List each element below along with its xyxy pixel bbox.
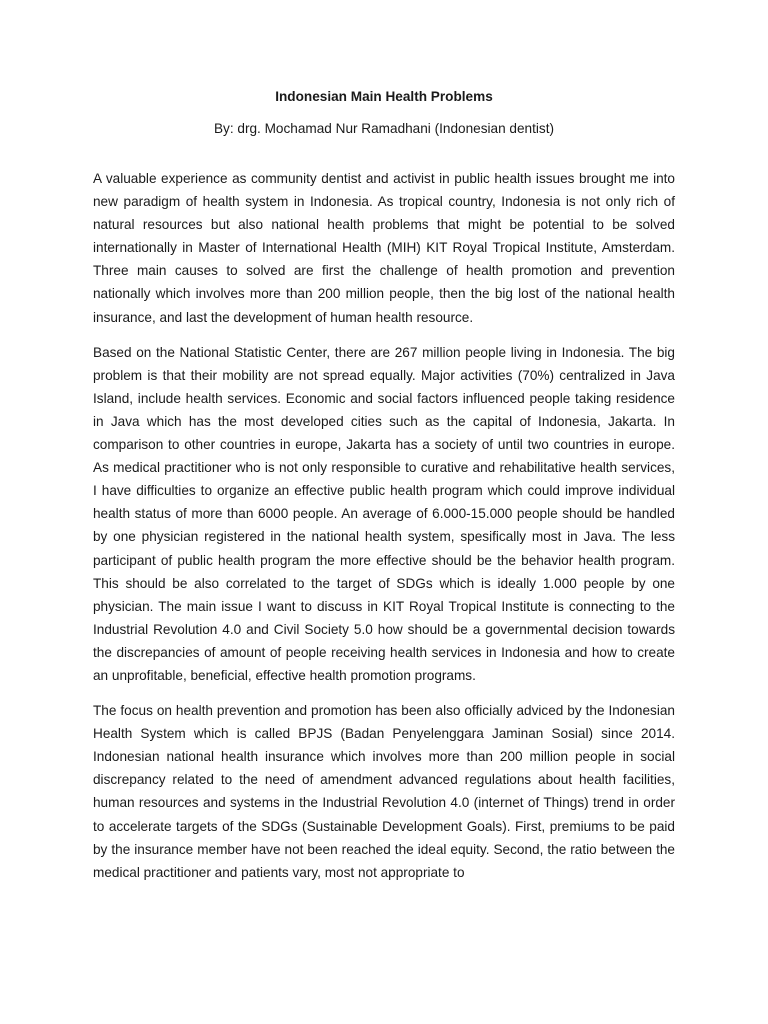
document-title: Indonesian Main Health Problems bbox=[275, 89, 493, 104]
paragraph: The focus on health prevention and promotion has been also officially adviced by the Indonesian Health System which is called BPJS (Badan Penyelenggara Jaminan Sosial) since 2014. Indonesian national health insurance which involves more than 200 million people in social discrepancy related to the need of amendment advanced regulations about health facilities, human resources and systems in the Industrial Revolution 4.0 (internet of Things) trend in order to accelerate targets of the SDGs (Sustainable Development Goals). First, premiums to be paid by the insurance member have not been reached the ideal equity. Second, the ratio between the medical practitioner and patients vary, most not appropriate to bbox=[93, 703, 675, 880]
document-body bbox=[93, 167, 675, 884]
document-byline: By: drg. Mochamad Nur Ramadhani (Indonesian dentist) bbox=[213, 121, 555, 136]
paragraph: Based on the National Statistic Center, there are 267 million people living in Indonesia. The big problem is that their mobility are not spread equally. Major activities (70%) centralized in Java Island, include health services. Economic and social factors influenced people taking residence in Java which has the most developed cities such as the capital of Indonesia, Jakarta. In comparison to other countries in europe, Jakarta has a society of until two countries in europe. As medical practitioner who is not only responsible to curative and rehabilitative health services, I have difficulties to organize an effective public health program which could improve individual health status of more than 6000 people. An average of 6.000-15.000 people should be handled by one physician registered in the national health system, spesifically most in Java. The less participant of public health program the more effective should be the behavior health program. This should be also correlated to the target of SDGs which is ideally 1.000 people by one physician. The main issue I want to discuss in KIT Royal Tropical Institute is connecting to the Industrial Revolution 4.0 and Civil Society 5.0 how should be a governmental decision towards the discrepancies of amount of people receiving health services in Indonesia and how to create an unprofitable, beneficial, effective health promotion programs. bbox=[93, 344, 675, 683]
document-page bbox=[93, 88, 675, 896]
paragraph: A valuable experience as community dentist and activist in public health issues brought me into new paradigm of health system in Indonesia. As tropical country, Indonesia is not only rich of natural resources but also national health problems that might be potential to be solved internationally in Master of International Health (MIH) KIT Royal Tropical Institute, Amsterdam. Three main causes to solved are first the challenge of health promotion and prevention nationally which involves more than 200 million people, then the big lost of the national health insurance, and last the development of human health resource. bbox=[93, 171, 675, 325]
